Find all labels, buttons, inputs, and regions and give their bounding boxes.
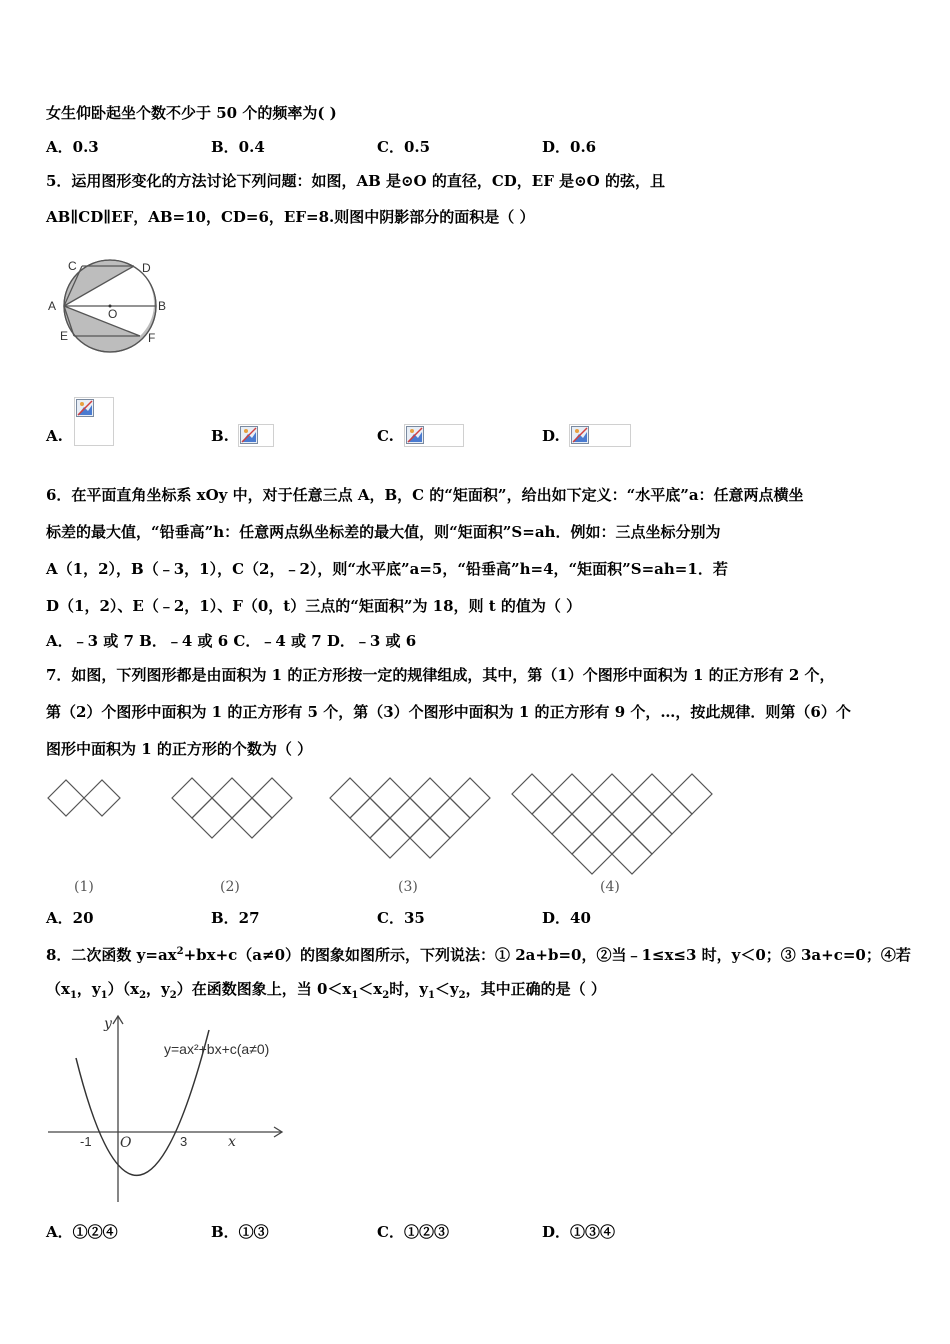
q4-option-d: D．0.6 [542, 138, 597, 156]
label-b: B [158, 299, 167, 313]
q7-line1: 7．如图，下列图形都是由面积为 1 的正方形按一定的规律组成，其中，第（1）个图形中面积为 1 的正方形有 2 个， [46, 666, 835, 684]
q5-circle-figure [44, 252, 174, 378]
q7-square-patterns [44, 770, 714, 900]
q7-option-d: D．40 [542, 909, 591, 927]
q5-option-a: A. [46, 427, 63, 445]
broken-image-icon [240, 426, 258, 444]
q5-line2: AB∥CD∥EF，AB=10，CD=6，EF=8.则图中阴影部分的面积是（ ） [46, 208, 535, 226]
q5-line1: 5．运用图形变化的方法讨论下列问题：如图，AB 是⊙O 的直径，CD，EF 是⊙O 的弦，且 [46, 172, 665, 190]
q5-option-c: C. [377, 427, 394, 445]
formula-label: y=ax²+bx+c(a≠0) [164, 1041, 270, 1057]
label-c: C [68, 259, 77, 273]
q6-line1: 6．在平面直角坐标系 xOy 中，对于任意三点 A，B，C 的“矩面积”，给出如下定义：“水平底”a：任意两点横坐 [46, 486, 804, 504]
broken-image-icon [406, 426, 424, 444]
q8-parabola-graph [44, 1010, 304, 1210]
broken-image-icon [76, 399, 94, 417]
q7-option-c: C．35 [377, 909, 425, 927]
q6-line4: D（1，2）、E（﹣2，1）、F（0，t）三点的“矩面积”为 18，则 t 的值为（ ） [46, 597, 582, 615]
q7-line2: 第（2）个图形中面积为 1 的正方形有 5 个，第（3）个图形中面积为 1 的正方形有 9 个，…，按此规律．则第（6）个 [46, 703, 851, 721]
q7-line3: 图形中面积为 1 的正方形的个数为（ ） [46, 740, 313, 758]
caption-4: (4) [600, 879, 620, 895]
q5-option-b: B. [211, 427, 229, 445]
label-d: D [142, 261, 151, 275]
q6-options: A．﹣3 或 7 B．﹣4 或 6 C．﹣4 或 7 D．﹣3 或 6 [46, 632, 417, 650]
x-axis-label: x [228, 1134, 236, 1150]
q4-option-a: A．0.3 [46, 138, 99, 156]
origin-label: O [120, 1135, 132, 1151]
q6-line2: 标差的最大值，“铅垂高”h：任意两点纵坐标差的最大值，则“矩面积”S=ah．例如：三点坐标分别为 [46, 523, 721, 541]
y-axis-label: y [104, 1016, 112, 1032]
q4-option-c: C．0.5 [377, 138, 431, 156]
root-3-label: 3 [180, 1134, 188, 1149]
q7-option-a: A．20 [46, 909, 94, 927]
label-f: F [148, 331, 156, 345]
broken-image-icon [571, 426, 589, 444]
caption-3: (3) [398, 879, 418, 895]
caption-1: (1) [74, 879, 94, 895]
q4-tail-text: 女生仰卧起坐个数不少于 50 个的频率为( ) [46, 104, 337, 122]
q4-option-b: B．0.4 [211, 138, 265, 156]
q6-line3: A（1，2），B（﹣3，1），C（2，﹣2），则“水平底”a=5，“铅垂高”h=4，“矩面积”S=ah=1．若 [46, 560, 728, 578]
q7-option-b: B．27 [211, 909, 260, 927]
q8-option-b: B．①③ [211, 1223, 269, 1241]
caption-2: (2) [220, 879, 240, 895]
q5-option-d: D. [542, 427, 560, 445]
q8-option-c: C．①②③ [377, 1223, 449, 1241]
root-neg1-label: -1 [80, 1134, 92, 1149]
q8-option-a: A．①②④ [46, 1223, 118, 1241]
q8-line2: （$x_1$，$y_1)(x_2$，$y_2$）在函数图象上，当 $0<x_1<x_2$时，$y_1<y_2$，其中正确的是（ ） [46, 980, 606, 1001]
q8-line1: 8．二次函数 $y=ax^2+bx+c(a\ne 0)$的图象如图所示，下列说法：① 2a+b=0，②当﹣1≤x≤3 时，y＜0；③ 3a+c=0；④若 [46, 946, 911, 964]
label-e: E [60, 329, 69, 343]
label-a: A [48, 299, 57, 313]
q8-option-d: D．①③④ [542, 1223, 616, 1241]
label-o: O [108, 307, 118, 321]
